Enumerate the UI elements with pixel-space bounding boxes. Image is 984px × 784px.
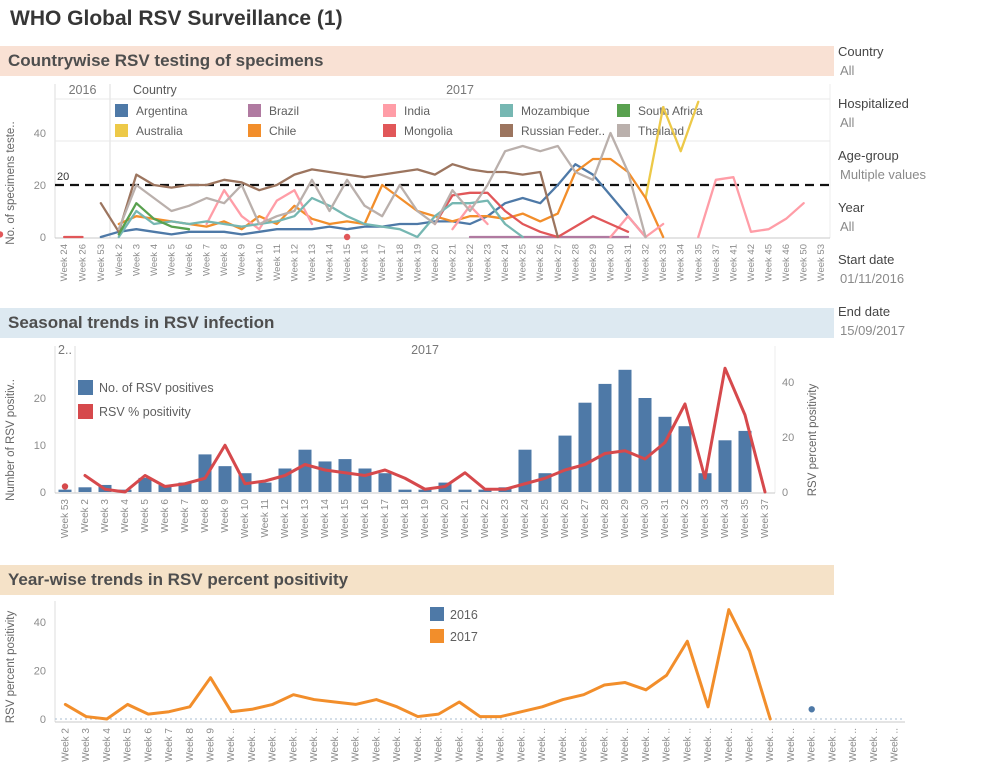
x-tick-label: Week 50 [798,244,810,282]
bar-week-26[interactable] [559,436,572,492]
x-tick-label: Week 19 [412,244,424,282]
year-header: 2016 [68,83,97,97]
x-tick-label: Week 34 [720,499,731,539]
x-tick-label: Week 37 [710,244,722,282]
x-tick-label: Week 11 [271,244,283,281]
x-tick-label: Week 8 [200,499,211,533]
legend-item-argentina[interactable] [115,104,188,118]
bar-week-17[interactable] [379,473,392,492]
x-tick-label: Week 4 [148,244,160,277]
filter-label: Start date [838,252,895,267]
countrywise-rsv-testing-chart[interactable] [0,78,834,302]
x-tick-label: Week 9 [205,728,217,762]
series-mongolia-point[interactable] [0,231,3,237]
x-tick-label: Week 17 [377,244,389,282]
legend-label: India [404,104,431,118]
legend-swatch [430,629,444,643]
x-tick-label: Week 7 [180,499,191,533]
bar-week-11[interactable] [259,483,272,492]
x-tick-label: Week .. [412,728,424,762]
x-tick-label: Week .. [744,728,756,762]
x-tick-label: Week 53 [816,244,828,282]
filter-value-dropdown[interactable]: All [840,115,855,130]
x-tick-label: Week 53 [95,244,107,282]
x-tick-label: Week .. [226,728,238,762]
x-tick-label: Week 42 [745,244,757,282]
x-tick-label: Week 34 [675,244,687,282]
filter-value-dropdown[interactable]: Multiple values [840,167,926,182]
x-tick-label: Week 23 [500,499,511,539]
x-tick-label: Week .. [267,728,279,762]
y-tick-label: 20 [782,432,795,444]
x-tick-label: Week 26 [535,244,547,282]
legend-swatch [500,104,513,117]
filter-label: Age-group [838,148,899,163]
legend-label: Australia [136,124,183,138]
legend-item-mongolia[interactable] [383,124,453,138]
legend-swatch [383,124,396,137]
x-tick-label: Week 35 [740,499,751,539]
x-tick-label: Week 33 [658,244,670,282]
x-tick-label: Week .. [806,728,818,762]
x-tick-label: Week 12 [280,499,291,539]
x-tick-label: Week 16 [359,244,371,282]
x-tick-label: Week .. [433,728,445,762]
bar-week-16[interactable] [359,469,372,493]
x-tick-label: Week 4 [101,728,113,762]
legend-label: Argentina [136,104,188,118]
x-tick-label: Week .. [723,728,735,762]
legend-item-no--of-rsv-positives[interactable] [78,380,214,395]
x-tick-label: Week 18 [394,244,406,282]
x-tick-label: Week 6 [143,728,155,762]
series-india-line[interactable] [698,177,803,237]
series-mongolia-point[interactable] [344,234,350,240]
bar-week-14[interactable] [319,461,332,492]
filter-end-date [838,304,980,338]
x-tick-label: Week .. [578,728,590,762]
x-tick-label: Week 53 [60,499,71,539]
x-tick-label: Week 9 [220,499,231,533]
legend-swatch [78,380,93,395]
legend-swatch [430,607,444,621]
legend-label: Chile [269,124,297,138]
legend-item-australia[interactable] [115,124,183,138]
panel-title: Year-wise trends in RSV percent positivity [8,570,349,589]
x-tick-label: Week 32 [680,499,691,539]
x-tick-label: Week 13 [300,499,311,539]
x-tick-label: Week 24 [59,244,71,282]
legend-item-chile[interactable] [248,124,297,138]
x-tick-label: Week .. [392,728,404,762]
x-tick-label: Week 21 [447,244,459,282]
x-tick-label: Week 17 [380,499,391,539]
legend-label: No. of RSV positives [99,381,214,395]
x-tick-label: Week 21 [460,499,471,539]
x-tick-label: Week 9 [236,244,248,277]
x-tick-label: Week 25 [540,499,551,539]
legend-swatch [78,404,93,419]
x-tick-label: Week 32 [640,244,652,282]
panel-title: Countrywise RSV testing of specimens [8,51,324,70]
legend-swatch [617,104,630,117]
x-tick-label: Week .. [246,728,258,762]
bar-week-30[interactable] [639,398,652,492]
x-tick-label: Week 23 [482,244,494,282]
y-tick-label: 0 [39,232,46,244]
x-tick-label: Week 19 [420,499,431,539]
legend-swatch [248,104,261,117]
panel-title: Seasonal trends in RSV infection [8,313,275,332]
legend-swatch [617,124,630,137]
x-tick-label: Week 6 [184,244,196,277]
x-tick-label: Week 7 [201,244,213,277]
x-tick-label: Week 28 [600,499,611,539]
y-tick-label: 0 [39,714,46,726]
filter-label: End date [838,304,891,319]
x-tick-label: Week .. [827,728,839,762]
x-tick-label: Week 20 [440,499,451,539]
x-tick-label: Week 37 [760,499,771,539]
panel-header-yearwise [0,565,834,595]
x-tick-label: Week 22 [465,244,476,282]
x-tick-label: Week 31 [660,499,671,539]
x-tick-label: Week 8 [219,244,231,277]
filter-value-dropdown[interactable]: 01/11/2016 [840,271,905,286]
legend-label: 2017 [450,630,478,644]
series-2016-point[interactable] [809,706,815,712]
x-tick-label: Week .. [495,728,507,762]
year-header: 2017 [411,343,439,357]
legend-label: Mozambique [521,104,590,118]
filter-hospitalized [838,96,980,130]
x-tick-label: Week .. [371,728,383,762]
x-tick-label: Week 2 [60,728,72,762]
bar-week-27[interactable] [579,403,592,492]
bar-week-2[interactable] [79,487,92,492]
x-tick-label: Week .. [682,728,694,762]
x-tick-label: Week .. [640,728,652,762]
legend-item-south-africa[interactable] [617,104,703,118]
x-tick-label: Week .. [329,728,341,762]
legend-item-rsv---positivity[interactable] [78,404,191,419]
bar-week-15[interactable] [339,459,352,492]
x-tick-label: Week 16 [360,499,371,539]
filter-start-date [838,252,980,286]
bar-week-34[interactable] [719,440,732,492]
x-tick-label: Week .. [288,728,300,762]
legend-item-2016[interactable] [430,607,478,622]
x-tick-label: Week .. [889,728,901,762]
x-tick-label: Week .. [537,728,549,762]
series-rsv-pct-point[interactable] [62,483,68,489]
y-axis-title-left: Number of RSV positiv.. [5,379,17,501]
legend-swatch [248,124,261,137]
x-tick-label: Week .. [868,728,880,762]
x-tick-label: Week .. [309,728,321,762]
y-axis-title: No. of specimens teste.. [5,121,17,245]
x-tick-label: Week .. [848,728,860,762]
bar-week-21[interactable] [459,490,472,492]
x-tick-label: Week 10 [254,244,266,282]
filter-label: Country [838,44,884,59]
x-tick-label: Week .. [557,728,569,762]
bar-week-31[interactable] [659,417,672,492]
bar-week-13[interactable] [299,450,312,492]
legend-title: Country [133,83,177,97]
x-tick-label: Week 33 [700,499,711,539]
bar-week-29[interactable] [619,370,632,492]
x-tick-label: Week 14 [320,499,331,539]
x-tick-label: Week 26 [560,499,571,539]
x-tick-label: Week .. [661,728,673,762]
x-tick-label: Week 8 [184,728,196,762]
filter-label: Hospitalized [838,96,909,111]
y-tick-label: 10 [33,440,46,452]
bar-week-28[interactable] [599,384,612,492]
y-tick-label: 20 [33,180,46,192]
legend-item-russian-feder--[interactable] [500,124,605,138]
x-tick-label: Week 30 [640,499,651,539]
panel-header-countrywise [0,46,834,76]
x-tick-label: Week 6 [160,499,171,533]
x-tick-label: Week 2 [113,244,125,277]
x-tick-label: Week 7 [164,728,176,762]
x-tick-label: Week 3 [100,499,111,533]
x-tick-label: Week 46 [781,244,793,282]
y-tick-label: 0 [782,487,789,499]
x-tick-label: Week 31 [623,244,635,282]
x-tick-label: Week 28 [570,244,582,282]
y-axis-title: RSV percent positivity [5,610,17,724]
x-tick-label: Week 13 [306,244,318,282]
y-tick-label: 40 [33,616,46,629]
x-tick-label: Week 12 [289,244,301,282]
x-tick-label: Week 27 [552,244,564,282]
x-tick-label: Week 30 [605,244,617,282]
x-tick-label: Week 3 [131,244,143,277]
legend-item-mozambique[interactable] [500,104,590,118]
x-tick-label: Week .. [454,728,466,762]
x-tick-label: Week 5 [140,499,151,533]
panel-header-seasonal [0,308,834,338]
legend-label: Russian Feder.. [521,124,606,138]
x-tick-label: Week 5 [122,728,134,762]
filter-value-dropdown[interactable]: All [840,219,855,234]
x-tick-label: Week .. [765,728,777,762]
series-2017-line[interactable] [65,610,770,719]
filter-value-dropdown[interactable]: All [840,63,855,78]
filter-age-group [838,148,980,182]
legend-swatch [383,104,396,117]
filter-value-dropdown[interactable]: 15/09/2017 [840,323,906,338]
x-tick-label: Week 20 [429,244,441,282]
x-tick-label: Week 29 [620,499,631,539]
legend-swatch [115,124,128,137]
x-tick-label: Week 14 [324,244,336,282]
x-tick-label: Week 10 [240,499,251,539]
x-tick-label: Week 26 [77,244,89,282]
x-tick-label: Week 25 [517,244,529,282]
x-tick-label: Week 24 [500,244,512,282]
x-tick-label: Week 22 [480,499,491,539]
legend-label: 2016 [450,608,478,622]
reference-line-label: 20 [57,171,70,183]
year-header: 2017 [446,83,474,97]
x-tick-label: Week .. [620,728,632,762]
x-tick-label: Week .. [350,728,362,762]
y-tick-label: 20 [33,665,46,678]
x-tick-label: Week 11 [260,499,271,538]
year-header: 2.. [58,343,72,357]
x-tick-label: Week 2 [80,499,91,533]
page-title: WHO Global RSV Surveillance (1) [10,7,343,30]
y-tick-label: 40 [33,128,46,140]
x-tick-label: Week .. [475,728,486,762]
legend-label: Mongolia [404,124,453,138]
x-tick-label: Week 15 [342,244,354,282]
yearwise-trends-chart[interactable] [0,597,984,784]
y-axis-title-right: RSV percent positivity [807,383,819,497]
bar-week-32[interactable] [679,426,692,492]
x-tick-label: Week 3 [81,728,93,762]
legend-label: South Africa [638,104,703,118]
bar-week-35[interactable] [739,431,752,492]
x-tick-label: Week 29 [587,244,599,282]
x-tick-label: Week 5 [166,244,178,277]
legend-swatch [500,124,513,137]
x-tick-label: Week 15 [340,499,351,539]
x-tick-label: Week 24 [520,499,531,539]
x-tick-label: Week 18 [400,499,411,539]
x-tick-label: Week .. [516,728,528,762]
legend-label: Thailand [638,124,685,138]
bar-week-53[interactable] [59,490,72,492]
y-tick-label: 0 [39,487,46,499]
x-tick-label: Week .. [599,728,611,762]
filter-country [838,44,980,78]
x-tick-label: Week .. [785,728,797,762]
x-tick-label: Week .. [703,728,715,762]
y-tick-label: 40 [782,377,795,389]
legend-item-brazil[interactable] [248,104,299,118]
seasonal-trends-chart[interactable] [0,340,834,562]
bar-week-18[interactable] [399,490,412,492]
x-tick-label: Week 27 [580,499,591,539]
x-tick-label: Week 41 [728,244,740,282]
legend-label: RSV % positivity [99,405,191,419]
legend-label: Brazil [269,104,300,118]
x-tick-label: Week 35 [693,244,705,282]
bar-week-9[interactable] [219,466,232,492]
legend-swatch [115,104,128,117]
x-tick-label: Week 45 [763,244,775,282]
filter-label: Year [838,200,865,215]
filter-year [838,200,980,234]
x-tick-label: Week 4 [120,499,131,533]
y-tick-label: 20 [33,393,46,405]
legend-item-2017[interactable] [430,629,478,644]
legend-item-india[interactable] [383,104,430,118]
